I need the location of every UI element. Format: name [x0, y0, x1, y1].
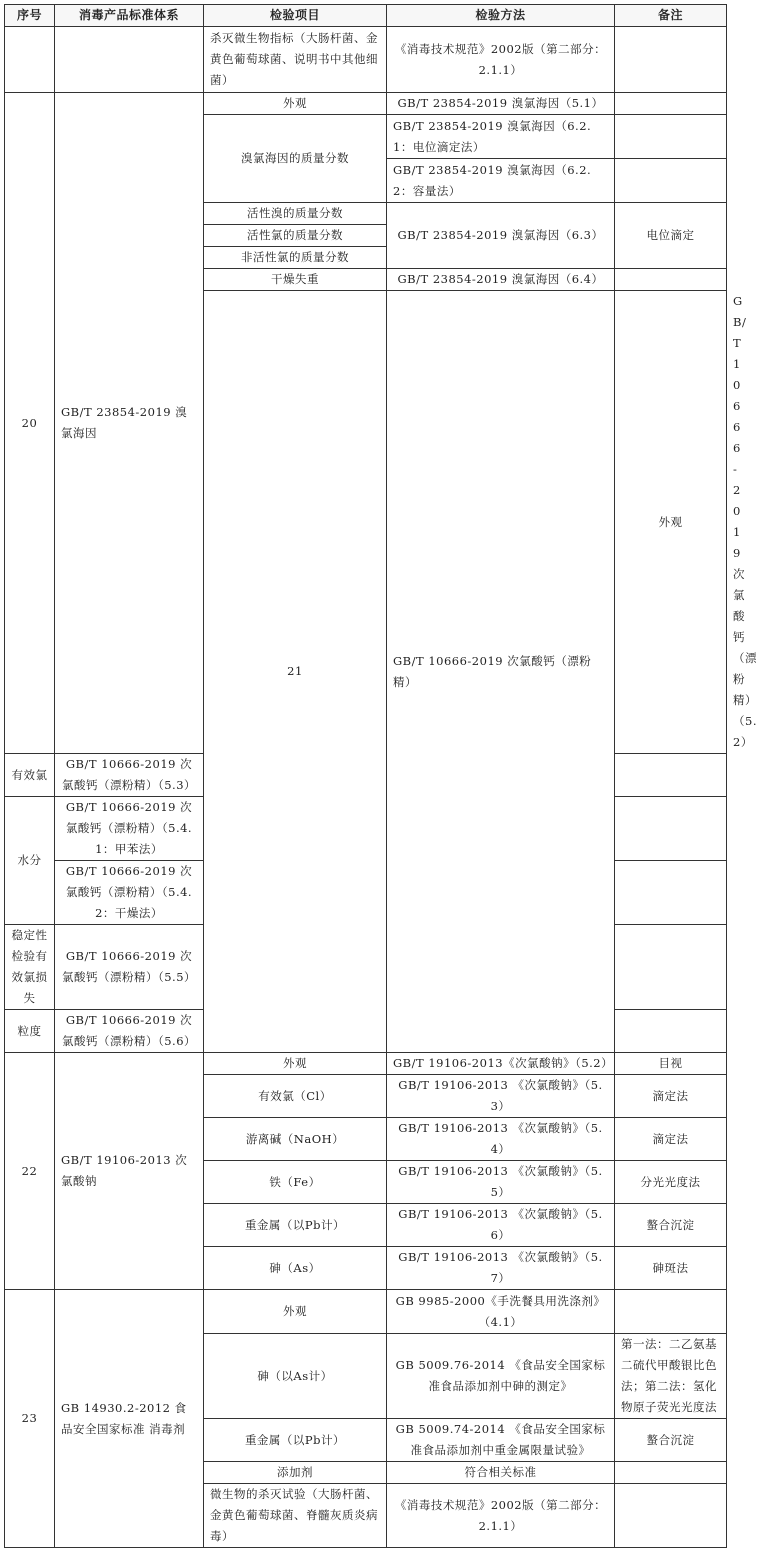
cell-note: 电位滴定 — [615, 203, 727, 269]
cell-note: 目视 — [615, 1053, 727, 1075]
cell-note — [615, 754, 727, 797]
cell-item: 活性氯的质量分数 — [204, 225, 387, 247]
cell-method: GB/T 23854-2019 溴氯海因（6.2.2：容量法） — [387, 159, 615, 203]
cell-item: 干燥失重 — [204, 269, 387, 291]
cell-note — [615, 797, 727, 861]
cell-note — [615, 925, 727, 1010]
cell-note — [615, 1010, 727, 1053]
header-note: 备注 — [615, 5, 727, 27]
table-header-row — [5, 5, 727, 27]
cell-note — [615, 1290, 727, 1334]
cell-item: 有效氯 — [5, 754, 55, 797]
cell-standard — [55, 27, 204, 93]
cell-note — [615, 159, 727, 203]
cell-method: GB/T 19106-2013《次氯酸钠》（5.2） — [387, 1053, 615, 1075]
cell-note — [615, 269, 727, 291]
cell-item: 外观 — [204, 93, 387, 115]
cell-method: GB/T 23854-2019 溴氯海因（6.3） — [387, 203, 615, 269]
cell-item: 砷（以As计） — [204, 1334, 387, 1419]
cell-note — [615, 861, 727, 925]
cell-note: 分光光度法 — [615, 1161, 727, 1204]
cell-method: GB/T 23854-2019 溴氯海因（6.2.1：电位滴定法） — [387, 115, 615, 159]
cell-note — [615, 1484, 727, 1548]
header-item: 检验项目 — [204, 5, 387, 27]
cell-method: 《消毒技术规范》2002版（第二部分：2.1.1） — [387, 27, 615, 93]
cell-method: GB 5009.76-2014 《食品安全国家标准食品添加剂中砷的测定》 — [387, 1334, 615, 1419]
cell-item: 添加剂 — [204, 1462, 387, 1484]
cell-method: GB/T 10666-2019 次氯酸钙（漂粉精）（5.4.1：甲苯法） — [55, 797, 204, 861]
table-row — [5, 27, 727, 93]
cell-note: 滴定法 — [615, 1075, 727, 1118]
cell-item: 溴氯海因的质量分数 — [204, 115, 387, 203]
cell-note — [615, 27, 727, 93]
cell-method: GB/T 19106-2013 《次氯酸钠》（5.4） — [387, 1118, 615, 1161]
cell-method: GB/T 10666-2019 次氯酸钙（漂粉精）（5.3） — [55, 754, 204, 797]
cell-method: GB/T 19106-2013 《次氯酸钠》（5.5） — [387, 1161, 615, 1204]
cell-note — [615, 115, 727, 159]
cell-method: GB/T 10666-2019 次氯酸钙（漂粉精）（5.5） — [55, 925, 204, 1010]
cell-standard: GB/T 23854-2019 溴氯海因 — [55, 93, 204, 754]
table-row — [5, 93, 727, 115]
table-row — [5, 1053, 727, 1075]
header-no: 序号 — [5, 5, 55, 27]
cell-method: GB 9985-2000《手洗餐具用洗涤剂》（4.1） — [387, 1290, 615, 1334]
header-standard: 消毒产品标准体系 — [55, 5, 204, 27]
cell-standard: GB 14930.2-2012 食品安全国家标准 消毒剂 — [55, 1290, 204, 1548]
cell-item: 重金属（以Pb计） — [204, 1204, 387, 1247]
cell-method: GB/T 23854-2019 溴氯海因（5.1） — [387, 93, 615, 115]
cell-note — [615, 1462, 727, 1484]
cell-item: 稳定性检验有效氯损失 — [5, 925, 55, 1010]
cell-standard: GB/T 10666-2019 次氯酸钙（漂粉精） — [387, 291, 615, 1053]
cell-method: 符合相关标准 — [387, 1462, 615, 1484]
cell-no: 20 — [5, 93, 55, 754]
cell-method: GB/T 10666-2019 次氯酸钙（漂粉精）（5.6） — [55, 1010, 204, 1053]
cell-item: 外观 — [615, 291, 727, 754]
standards-table — [4, 4, 757, 1548]
cell-item: 外观 — [204, 1053, 387, 1075]
cell-item: 活性溴的质量分数 — [204, 203, 387, 225]
cell-no: 22 — [5, 1053, 55, 1290]
header-method: 检验方法 — [387, 5, 615, 27]
cell-item: 砷（As） — [204, 1247, 387, 1290]
cell-item: 有效氯（Cl） — [204, 1075, 387, 1118]
cell-method: GB/T 23854-2019 溴氯海因（6.4） — [387, 269, 615, 291]
cell-method: GB/T 19106-2013 《次氯酸钠》（5.6） — [387, 1204, 615, 1247]
cell-item: 微生物的杀灭试验（大肠杆菌、金黄色葡萄球菌、脊髓灰质炎病毒） — [204, 1484, 387, 1548]
cell-no: 23 — [5, 1290, 55, 1548]
cell-no — [5, 27, 55, 93]
cell-note: 螯合沉淀 — [615, 1419, 727, 1462]
cell-method: GB/T 19106-2013 《次氯酸钠》（5.7） — [387, 1247, 615, 1290]
cell-method: GB/T 10666-2019 次氯酸钙（漂粉精）（5.4.2：干燥法） — [55, 861, 204, 925]
cell-item: 非活性氯的质量分数 — [204, 247, 387, 269]
cell-item: 铁（Fe） — [204, 1161, 387, 1204]
cell-item: 粒度 — [5, 1010, 55, 1053]
cell-item: 水分 — [5, 797, 55, 925]
cell-standard: GB/T 19106-2013 次氯酸钠 — [55, 1053, 204, 1290]
cell-note: 砷斑法 — [615, 1247, 727, 1290]
cell-item: 外观 — [204, 1290, 387, 1334]
cell-item: 杀灭微生物指标（大肠杆菌、金黄色葡萄球菌、说明书中其他细菌） — [204, 27, 387, 93]
cell-method: GB/T 19106-2013 《次氯酸钠》（5.3） — [387, 1075, 615, 1118]
cell-no: 21 — [204, 291, 387, 1053]
cell-note: 滴定法 — [615, 1118, 727, 1161]
cell-method: GB 5009.74-2014 《食品安全国家标准食品添加剂中重金属限量试验》 — [387, 1419, 615, 1462]
table-row: 21 GB/T 10666-2019 次氯酸钙（漂粉精） 外观 GB/T 10666-2019 次氯酸钙（漂粉精）（5.2） — [5, 291, 727, 754]
cell-note: 第一法：二乙氨基二硫代甲酸银比色法；第二法：氢化物原子荧光光度法 — [615, 1334, 727, 1419]
cell-item: 重金属（以Pb计） — [204, 1419, 387, 1462]
cell-note: 螯合沉淀 — [615, 1204, 727, 1247]
cell-method: 《消毒技术规范》2002版（第二部分：2.1.1） — [387, 1484, 615, 1548]
table-row — [5, 1290, 727, 1334]
cell-item: 游离碱（NaOH） — [204, 1118, 387, 1161]
cell-note — [615, 93, 727, 115]
